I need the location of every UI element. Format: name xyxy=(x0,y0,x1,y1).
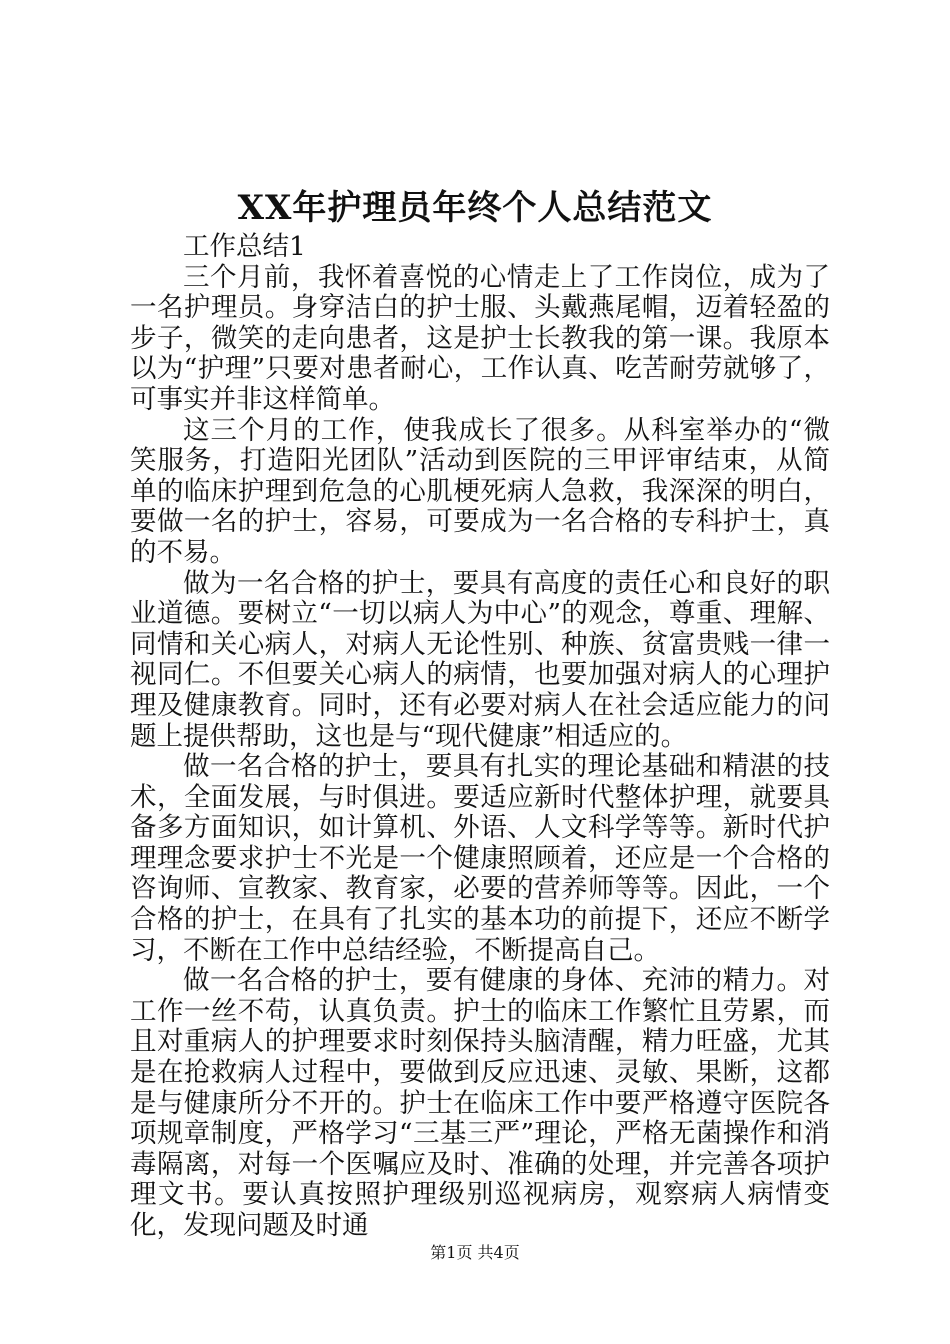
body-paragraph: 这三个月的工作，使我成长了很多。从科室举办的“微笑服务，打造阳光团队”活动到医院的三甲评审结束，从简单的临床护理到危急的心肌梗死病人急救，我深深的明白，要做一名的护士，容易，可要成为一名合格的专科护士，真的不易。 xyxy=(130,414,830,568)
section-heading: 工作总结1 xyxy=(183,231,306,262)
body-paragraph: 三个月前，我怀着喜悦的心情走上了工作岗位，成为了一名护理员。身穿洁白的护士服、头戴燕尾帽，迈着轻盈的步子，微笑的走向患者，这是护士长教我的第一课。我原本以为“护理”只要对患者耐心，工作认真、吃苦耐劳就够了，可事实并非这样简单。 xyxy=(130,261,830,415)
document-body xyxy=(130,232,830,1242)
body-paragraph: 做为一名合格的护士，要具有高度的责任心和良好的职业道德。要树立“一切以病人为中心”的观念，尊重、理解、同情和关心病人，对病人无论性别、种族、贫富贵贱一律一视同仁。不但要关心病人的病情，也要加强对病人的心理护理及健康教育。同时，还有必要对病人在社会适应能力的问题上提供帮助，这也是与“现代健康”相适应的。 xyxy=(130,567,830,752)
body-paragraph: 做一名合格的护士，要有健康的身体、充沛的精力。对工作一丝不苟，认真负责。护士的临床工作繁忙且劳累，而且对重病人的护理要求时刻保持头脑清醒，精力旺盛，尤其是在抢救病人过程中，要做到反应迅速、灵敏、果断，这都是与健康所分不开的。护士在临床工作中要严格遵守医院各项规章制度，严格学习“三基三严”理论，严格无菌操作和消毒隔离，对每一个医嘱应及时、准确的处理，并完善各项护理文书。要认真按照护理级别巡视病房，观察病人病情变化，发现问题及时通 xyxy=(130,965,830,1241)
page-number: 第1页 共4页 xyxy=(430,1243,520,1262)
document-title: XX年护理员年终个人总结范文 xyxy=(237,188,713,228)
body-paragraph: 做一名合格的护士，要具有扎实的理论基础和精湛的技术，全面发展，与时俱进。要适应新时代整体护理，就要具备多方面知识，如计算机、外语、人文科学等等。新时代护理理念要求护士不光是一个健康照顾着，还应是一个合格的咨询师、宣教家、教育家，必要的营养师等等。因此，一个合格的护士，在具有了扎实的基本功的前提下，还应不断学习，不断在工作中总结经验，不断提高自己。 xyxy=(130,751,830,966)
